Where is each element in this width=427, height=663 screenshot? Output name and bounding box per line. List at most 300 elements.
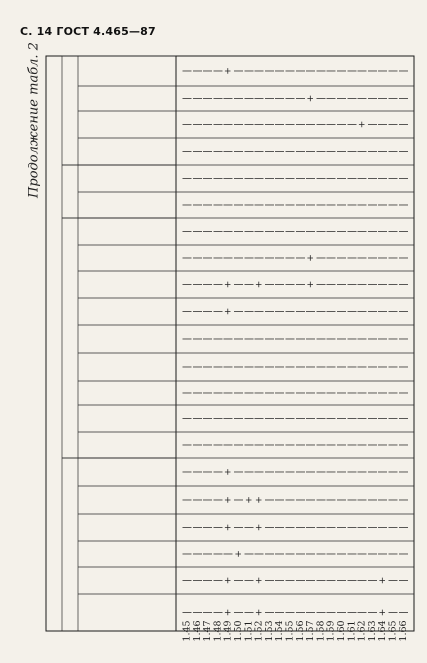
applicability-mark: | (244, 525, 255, 530)
applicability-mark: | (275, 229, 286, 234)
applicability-mark: | (213, 309, 224, 314)
applicability-mark: | (234, 443, 244, 447)
applicability-mark: | (337, 337, 347, 341)
applicability-mark: | (182, 149, 193, 154)
applicability-mark: | (357, 416, 368, 421)
applicability-mark: | (295, 578, 306, 583)
applicability-mark: | (182, 498, 193, 502)
applicability-mark: | (316, 69, 327, 73)
applicability-mark: | (254, 203, 265, 207)
applicability-mark: | (367, 229, 378, 234)
applicability-mark: | (306, 122, 317, 127)
applicability-mark: | (388, 470, 399, 474)
applicability-mark: | (192, 416, 203, 421)
applicability-mark: + (254, 496, 265, 504)
row-number: 1.46 (191, 620, 203, 642)
applicability-mark: | (367, 498, 378, 502)
row-number: 1.53 (263, 620, 275, 642)
applicability-mark: | (264, 122, 275, 127)
applicability-mark: | (306, 176, 317, 181)
applicability-mark: + (223, 468, 234, 476)
applicability-mark: | (213, 96, 224, 101)
applicability-mark: | (213, 552, 224, 556)
applicability-mark: | (192, 176, 203, 181)
applicability-mark: | (192, 498, 203, 502)
applicability-mark: | (367, 443, 378, 447)
applicability-mark: | (295, 69, 306, 73)
applicability-mark: | (203, 470, 214, 474)
applicability-mark: | (326, 282, 337, 287)
applicability-mark: | (254, 96, 265, 101)
applicability-mark: | (367, 578, 378, 583)
applicability-mark: | (285, 96, 296, 101)
applicability-mark: | (203, 578, 214, 583)
applicability-mark: | (213, 337, 224, 341)
applicability-mark: | (398, 498, 409, 502)
applicability-mark: | (347, 256, 358, 260)
applicability-mark: | (347, 391, 358, 395)
applicability-mark: | (347, 122, 358, 127)
applicability-mark: | (192, 578, 203, 583)
applicability-mark: | (306, 69, 317, 73)
row-number: 1.50 (233, 620, 244, 642)
applicability-mark: | (223, 203, 234, 207)
applicability-mark: | (275, 282, 286, 287)
applicability-mark: | (244, 176, 255, 181)
applicability-mark: | (295, 498, 306, 502)
applicability-mark: | (234, 365, 244, 369)
applicability-mark: | (388, 96, 399, 101)
applicability-mark: | (326, 552, 337, 556)
applicability-mark: + (254, 576, 265, 585)
applicability-mark: | (337, 69, 347, 73)
applicability-mark: | (244, 443, 255, 447)
applicability-mark: | (388, 149, 399, 154)
applicability-mark: | (347, 176, 358, 181)
applicability-mark: | (244, 203, 255, 207)
applicability-mark: | (234, 416, 244, 421)
applicability-mark: | (203, 203, 214, 207)
applicability-mark: + (223, 576, 234, 585)
applicability-mark: | (213, 391, 224, 395)
applicability-mark: | (295, 256, 306, 260)
applicability-mark: | (192, 443, 203, 447)
applicability-mark: | (388, 203, 399, 207)
applicability-mark: | (244, 337, 255, 341)
applicability-mark: + (223, 307, 234, 316)
row-number: 1.55 (284, 620, 296, 642)
applicability-mark: | (234, 229, 244, 234)
applicability-mark: + (306, 94, 317, 103)
applicability-mark: + (223, 523, 234, 532)
applicability-mark: | (316, 149, 327, 154)
applicability-mark: | (316, 552, 327, 556)
applicability-mark: + (378, 608, 389, 617)
applicability-mark: | (182, 256, 193, 260)
applicability-mark: | (337, 391, 347, 395)
applicability-mark: | (295, 610, 306, 615)
applicability-mark: | (234, 391, 244, 395)
applicability-mark: | (244, 391, 255, 395)
applicability-mark: | (398, 416, 409, 421)
applicability-mark: | (295, 416, 306, 421)
applicability-mark: | (326, 470, 337, 474)
applicability-mark: | (192, 391, 203, 395)
applicability-mark: | (398, 69, 409, 73)
applicability-mark: | (244, 122, 255, 127)
applicability-mark: | (203, 309, 214, 314)
applicability-mark: | (388, 498, 399, 502)
applicability-mark: | (223, 443, 234, 447)
applicability-mark: | (306, 416, 317, 421)
applicability-mark: | (347, 149, 358, 154)
applicability-mark: | (285, 256, 296, 260)
applicability-mark: | (347, 443, 358, 447)
applicability-mark: | (223, 96, 234, 101)
applicability-mark: | (295, 122, 306, 127)
applicability-mark: | (337, 578, 347, 583)
applicability-mark: | (337, 443, 347, 447)
applicability-mark: | (275, 256, 286, 260)
row-number: 1.66 (397, 620, 409, 642)
applicability-mark: | (347, 578, 358, 583)
applicability-mark: | (213, 122, 224, 127)
applicability-mark: | (264, 176, 275, 181)
applicability-mark: | (192, 525, 203, 530)
applicability-mark: | (398, 122, 409, 127)
applicability-mark: | (306, 229, 317, 234)
row-number: 1.61 (346, 620, 358, 642)
applicability-mark: | (337, 203, 347, 207)
applicability-mark: | (203, 96, 214, 101)
applicability-mark: | (275, 309, 286, 314)
applicability-mark: | (244, 552, 255, 556)
applicability-mark: | (192, 337, 203, 341)
applicability-mark: | (295, 470, 306, 474)
applicability-mark: | (295, 309, 306, 314)
applicability-mark: | (192, 552, 203, 556)
applicability-mark: | (234, 309, 244, 314)
applicability-mark: | (285, 176, 296, 181)
applicability-mark: | (213, 498, 224, 502)
applicability-mark: | (357, 391, 368, 395)
row-number: 1.63 (366, 620, 378, 642)
applicability-mark: | (264, 282, 275, 287)
applicability-mark: | (357, 309, 368, 314)
applicability-mark: | (357, 365, 368, 369)
applicability-mark: | (367, 552, 378, 556)
applicability-mark: | (192, 96, 203, 101)
applicability-mark: | (182, 69, 193, 73)
applicability-mark: | (398, 610, 409, 615)
applicability-mark: | (264, 309, 275, 314)
row-number: 1.54 (274, 620, 286, 642)
applicability-mark: | (264, 337, 275, 341)
applicability-mark: | (254, 337, 265, 341)
applicability-mark: | (182, 282, 193, 287)
applicability-mark: | (254, 416, 265, 421)
applicability-mark: | (316, 282, 327, 287)
applicability-mark: + (306, 280, 317, 289)
applicability-mark: + (223, 496, 234, 504)
applicability-mark: | (213, 203, 224, 207)
applicability-mark: | (295, 96, 306, 101)
applicability-mark: | (337, 552, 347, 556)
applicability-mark: | (357, 149, 368, 154)
applicability-mark: | (378, 282, 389, 287)
applicability-mark: | (203, 256, 214, 260)
applicability-mark: | (213, 69, 224, 73)
applicability-mark: | (285, 69, 296, 73)
applicability-mark: | (367, 282, 378, 287)
applicability-mark: | (378, 69, 389, 73)
applicability-mark: | (337, 96, 347, 101)
applicability-mark: | (306, 309, 317, 314)
applicability-mark: | (275, 365, 286, 369)
row-number: 1.47 (202, 620, 214, 642)
applicability-mark: | (285, 365, 296, 369)
applicability-mark: | (203, 122, 214, 127)
applicability-mark: | (264, 470, 275, 474)
applicability-mark: | (337, 149, 347, 154)
applicability-mark: | (234, 337, 244, 341)
table-frame (46, 56, 414, 631)
applicability-mark: | (213, 525, 224, 530)
applicability-mark: | (316, 610, 327, 615)
applicability-mark: | (295, 149, 306, 154)
applicability-mark: | (192, 365, 203, 369)
applicability-mark: | (244, 69, 255, 73)
row-number: 1.56 (294, 620, 306, 642)
applicability-mark: | (275, 610, 286, 615)
applicability-mark: | (326, 122, 337, 127)
applicability-mark: + (223, 280, 234, 289)
applicability-mark: + (254, 608, 265, 617)
applicability-mark: | (264, 96, 275, 101)
applicability-mark: | (316, 391, 327, 395)
applicability-mark: | (223, 365, 234, 369)
row-number: 1.57 (305, 620, 317, 642)
applicability-mark: | (347, 69, 358, 73)
applicability-mark: | (398, 365, 409, 369)
applicability-mark: | (316, 365, 327, 369)
applicability-mark: | (275, 96, 286, 101)
applicability-mark: | (388, 525, 399, 530)
applicability-mark: + (254, 523, 265, 532)
applicability-mark: | (306, 552, 317, 556)
applicability-mark: | (223, 122, 234, 127)
applicability-mark: | (306, 337, 317, 341)
applicability-mark: | (347, 229, 358, 234)
applicability-mark: | (223, 229, 234, 234)
applicability-mark: | (326, 229, 337, 234)
applicability-mark: | (367, 365, 378, 369)
applicability-mark: | (285, 203, 296, 207)
applicability-mark: | (357, 525, 368, 530)
applicability-mark: | (234, 282, 244, 287)
applicability-mark: | (337, 282, 347, 287)
applicability-mark: | (234, 525, 244, 530)
applicability-mark: | (203, 391, 214, 395)
applicability-mark: | (244, 470, 255, 474)
applicability-mark: | (234, 149, 244, 154)
applicability-mark: | (192, 149, 203, 154)
applicability-mark: | (203, 443, 214, 447)
applicability-mark: | (182, 525, 193, 530)
applicability-mark: | (306, 525, 317, 530)
applicability-mark: | (223, 176, 234, 181)
applicability-mark: | (347, 470, 358, 474)
applicability-mark: | (357, 282, 368, 287)
applicability-mark: | (213, 578, 224, 583)
applicability-mark: | (367, 416, 378, 421)
applicability-mark: | (254, 122, 265, 127)
applicability-mark: | (306, 610, 317, 615)
applicability-mark: | (285, 122, 296, 127)
applicability-mark: | (182, 416, 193, 421)
applicability-mark: | (357, 256, 368, 260)
applicability-mark: | (367, 391, 378, 395)
applicability-mark: | (285, 309, 296, 314)
applicability-mark: | (182, 365, 193, 369)
applicability-mark: | (254, 552, 265, 556)
applicability-mark: | (367, 203, 378, 207)
applicability-mark: | (223, 391, 234, 395)
applicability-mark: | (337, 416, 347, 421)
applicability-mark: | (326, 69, 337, 73)
applicability-mark: | (398, 96, 409, 101)
applicability-mark: | (295, 391, 306, 395)
applicability-mark: | (213, 229, 224, 234)
applicability-mark: | (275, 69, 286, 73)
applicability-mark: | (275, 416, 286, 421)
applicability-mark: | (316, 578, 327, 583)
applicability-mark: | (337, 309, 347, 314)
applicability-mark: | (398, 149, 409, 154)
applicability-mark: | (275, 149, 286, 154)
applicability-mark: | (182, 229, 193, 234)
applicability-mark: | (398, 282, 409, 287)
applicability-mark: | (367, 69, 378, 73)
applicability-mark: | (357, 69, 368, 73)
applicability-mark: | (254, 470, 265, 474)
applicability-mark: | (378, 256, 389, 260)
applicability-mark: | (182, 610, 193, 615)
applicability-mark: | (378, 391, 389, 395)
applicability-mark: | (213, 282, 224, 287)
applicability-mark: | (275, 498, 286, 502)
applicability-mark: | (264, 69, 275, 73)
applicability-mark: | (306, 149, 317, 154)
applicability-mark: | (326, 256, 337, 260)
applicability-mark: | (367, 256, 378, 260)
applicability-mark: | (203, 525, 214, 530)
applicability-mark: | (388, 443, 399, 447)
applicability-mark: | (316, 176, 327, 181)
applicability-mark: | (203, 337, 214, 341)
applicability-mark: | (316, 122, 327, 127)
applicability-mark: | (326, 337, 337, 341)
applicability-mark: | (213, 256, 224, 260)
applicability-mark: | (326, 525, 337, 530)
page-header: С. 14 ГОСТ 4.465—87 (20, 25, 156, 38)
applicability-mark: | (378, 309, 389, 314)
applicability-mark: | (367, 309, 378, 314)
applicability-mark: | (398, 337, 409, 341)
applicability-mark: | (378, 416, 389, 421)
applicability-mark: | (378, 443, 389, 447)
applicability-mark: | (182, 552, 193, 556)
applicability-mark: | (388, 69, 399, 73)
applicability-mark: | (316, 443, 327, 447)
applicability-mark: | (367, 149, 378, 154)
applicability-mark: | (254, 69, 265, 73)
applicability-mark: | (398, 525, 409, 530)
applicability-mark: | (316, 203, 327, 207)
applicability-mark: | (275, 578, 286, 583)
applicability-mark: | (182, 122, 193, 127)
applicability-mark: | (264, 578, 275, 583)
applicability-mark: | (223, 149, 234, 154)
applicability-mark: | (326, 391, 337, 395)
applicability-mark: + (254, 280, 265, 289)
applicability-mark: | (388, 256, 399, 260)
applicability-mark: | (295, 176, 306, 181)
applicability-mark: | (275, 337, 286, 341)
applicability-mark: | (316, 470, 327, 474)
applicability-mark: | (367, 122, 378, 127)
row-number: 1.48 (212, 620, 224, 642)
applicability-mark: | (367, 525, 378, 530)
applicability-mark: | (306, 365, 317, 369)
applicability-mark: | (337, 122, 347, 127)
applicability-mark: | (244, 282, 255, 287)
applicability-mark: | (182, 176, 193, 181)
row-number: 1.62 (356, 620, 368, 642)
applicability-mark: | (367, 176, 378, 181)
applicability-mark: | (295, 282, 306, 287)
row-number: 1.51 (243, 620, 255, 642)
applicability-mark: | (254, 365, 265, 369)
applicability-mark: | (275, 443, 286, 447)
applicability-mark: | (254, 256, 265, 260)
applicability-mark: | (326, 610, 337, 615)
applicability-mark: | (378, 149, 389, 154)
row-number: 1.65 (387, 620, 399, 642)
applicability-mark: | (388, 309, 399, 314)
applicability-mark: | (203, 282, 214, 287)
applicability-mark: | (234, 470, 244, 474)
applicability-mark: | (316, 337, 327, 341)
applicability-mark: | (378, 470, 389, 474)
applicability-mark: | (223, 416, 234, 421)
applicability-mark: | (275, 470, 286, 474)
applicability-mark: | (254, 391, 265, 395)
applicability-mark: | (264, 229, 275, 234)
applicability-mark: | (192, 256, 203, 260)
applicability-mark: | (203, 610, 214, 615)
applicability-mark: | (337, 176, 347, 181)
applicability-mark: | (378, 552, 389, 556)
applicability-mark: | (264, 610, 275, 615)
applicability-mark: | (203, 176, 214, 181)
applicability-mark: | (337, 365, 347, 369)
applicability-mark: | (378, 365, 389, 369)
applicability-mark: | (213, 470, 224, 474)
applicability-mark: | (316, 525, 327, 530)
applicability-mark: | (337, 256, 347, 260)
applicability-mark: | (234, 610, 244, 615)
